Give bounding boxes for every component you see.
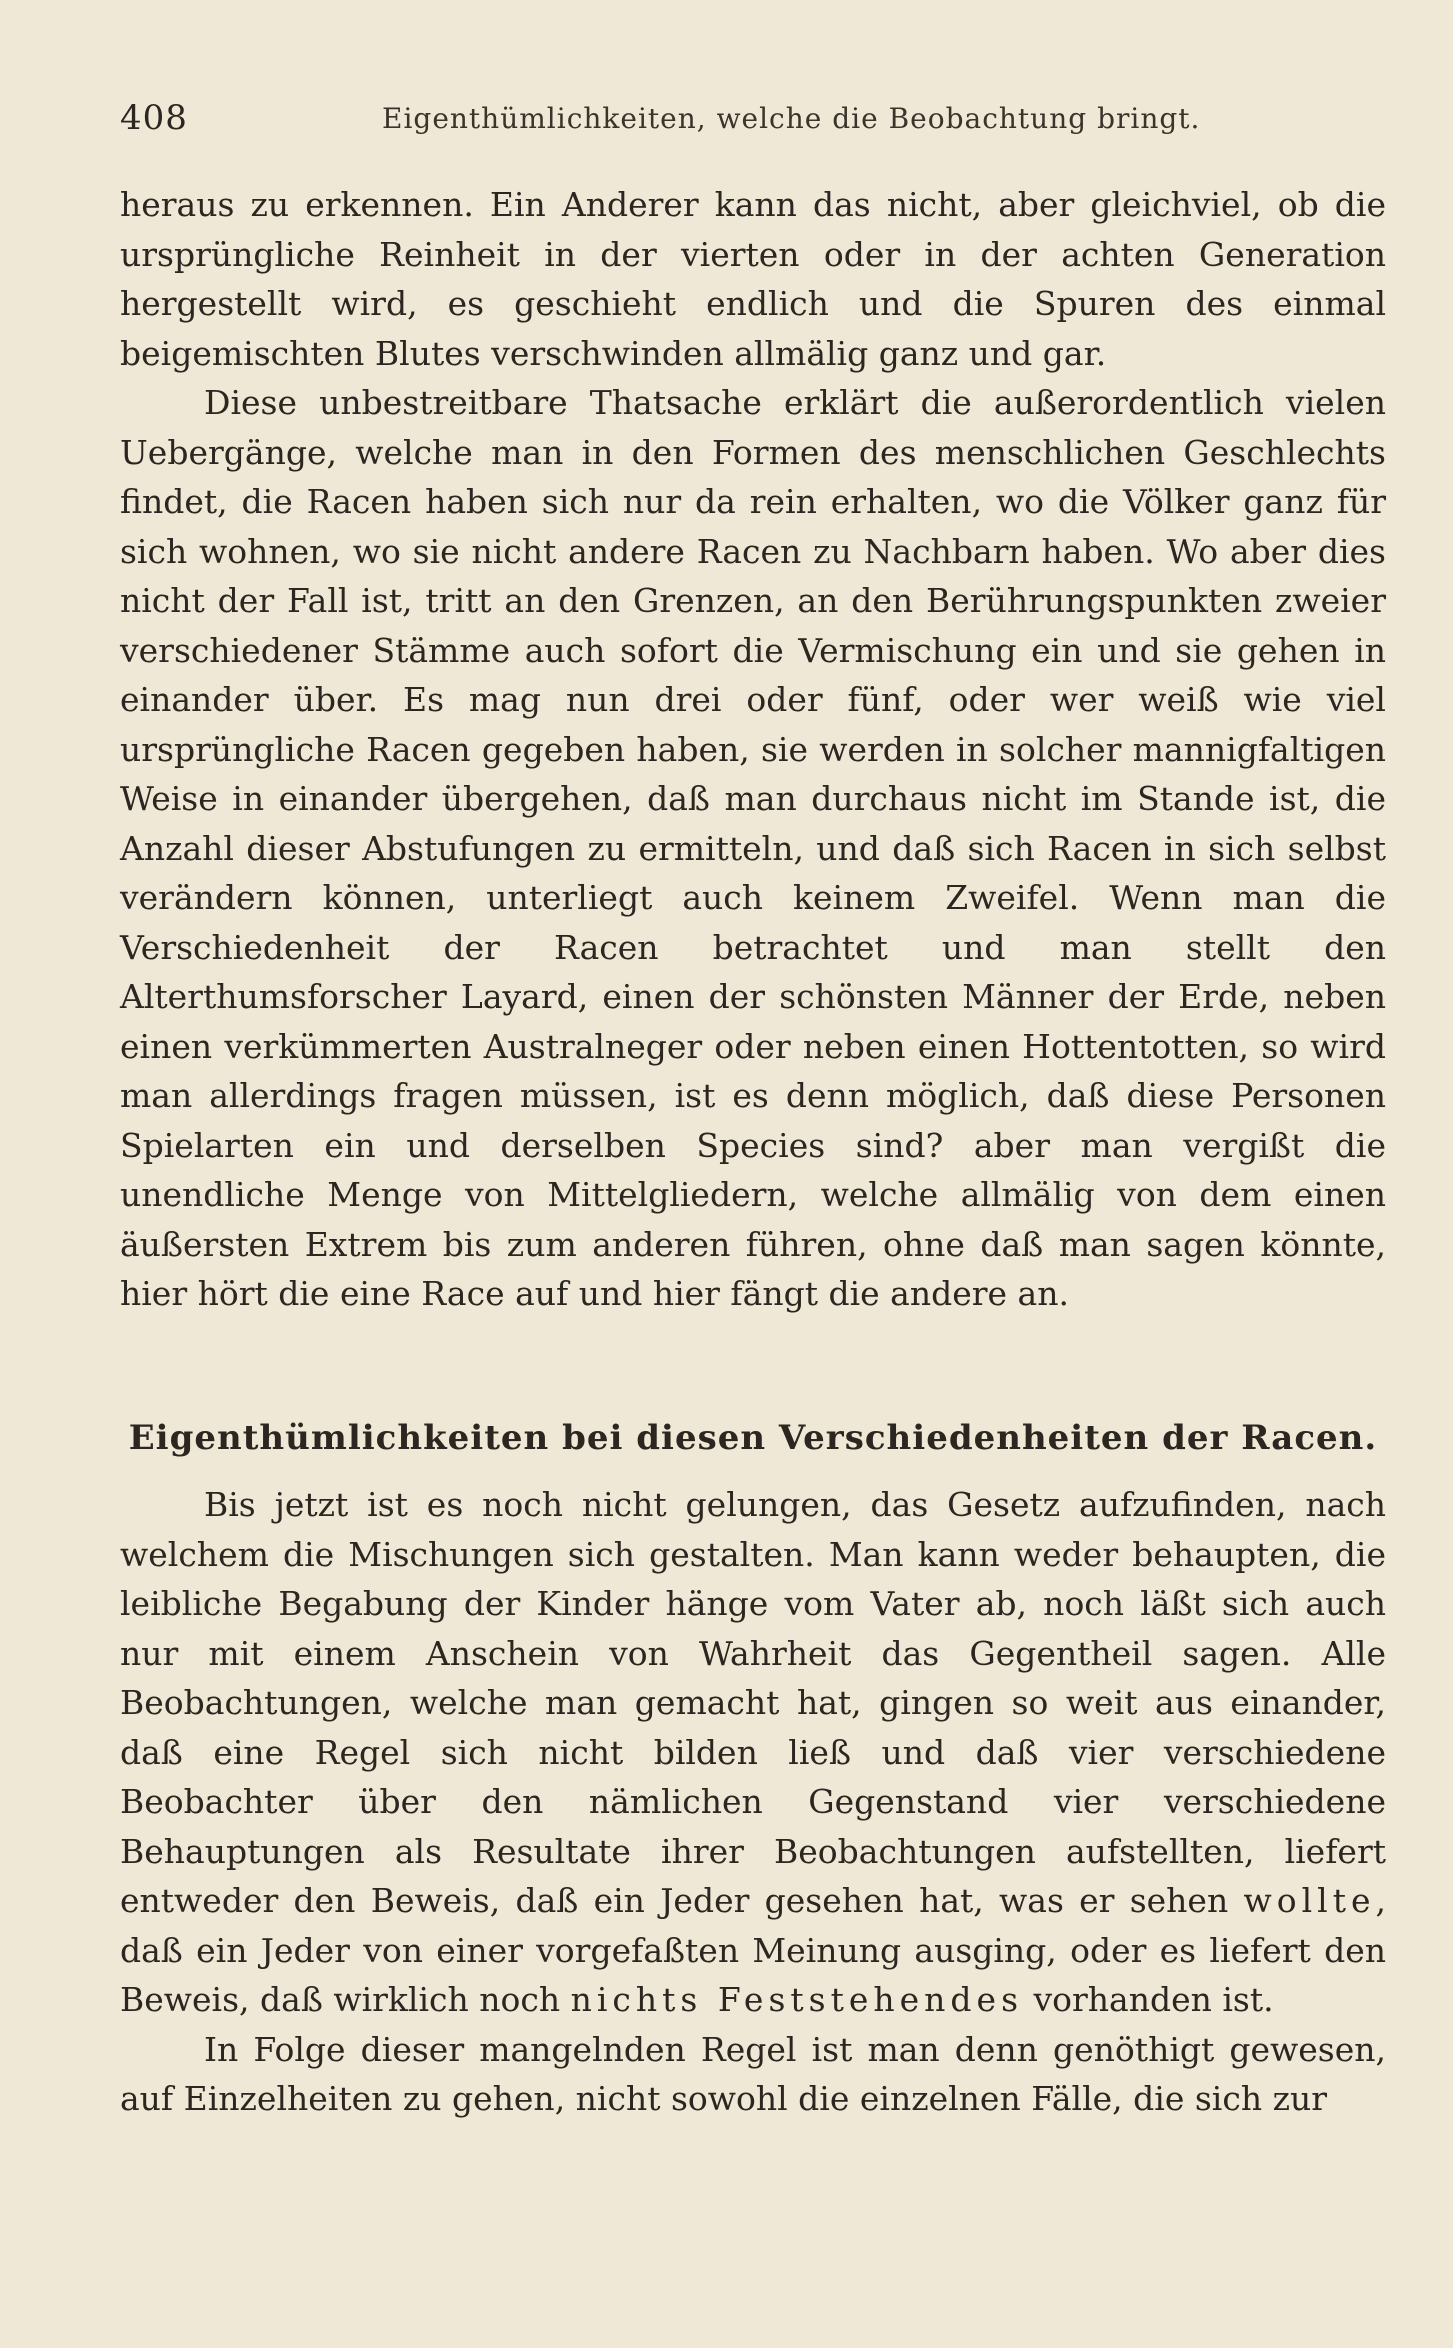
paragraph-mixing-law xyxy=(120,1480,1386,2025)
page-header xyxy=(120,98,1375,148)
paragraph-continued: heraus zu erkennen. Ein Anderer kann das nicht, aber gleichviel, ob die ursprüngliche Reinheit in der vierten oder in der achten Generation hergestellt wird, es geschieht endlich und die Spuren des einmal beigemischten Blutes verschwinden allmälig ganz und gar. xyxy=(120,185,1386,373)
paragraph-lacking-rule: In Folge dieser mangelnden Regel ist man denn genöthigt gewesen, auf Einzelheiten zu gehen, nicht sowohl die einzelnen Fälle, die sich zur xyxy=(120,2029,1386,2118)
text-run: vorhanden ist. xyxy=(1023,1980,1274,2019)
body-text-section-one xyxy=(120,180,1386,1319)
body-text-section-two xyxy=(120,1480,1386,2124)
running-title: Eigenthümlichkeiten, welche die Beobachtung bringt. xyxy=(382,102,1201,135)
emphasized-text: wollte xyxy=(1243,1881,1376,1920)
paragraph-races-transitions: Diese unbestreitbare Thatsache erklärt die außerordentlich vielen Uebergänge, welche man in den Formen des menschlichen Geschlechts findet, die Racen haben sich nur da rein erhalten, wo die Völker ganz für sich wohnen, wo sie nicht andere Racen zu Nachbarn haben. Wo aber dies nicht der Fall ist, tritt an den Grenzen, an den Berührungspunkten zweier verschiedener Stämme auch sofort die Vermischung ein und sie gehen in einander über. Es mag nun drei oder fünf, oder wer weiß wie viel ursprüngliche Racen gegeben haben, sie werden in solcher mannigfaltigen Weise in einander übergehen, daß man durchaus nicht im Stande ist, die Anzahl dieser Abstufungen zu ermitteln, und daß sich Racen in sich selbst verändern können, unterliegt auch keinem Zweifel. Wenn man die Verschiedenheit der Racen betrachtet und man stellt den Alterthumsforscher Layard, einen der schönsten Männer der Erde, neben einen verkümmerten Australneger oder neben einen Hottentotten, so wird man allerdings fragen müssen, ist es denn möglich, daß diese Personen Spielarten ein und derselben Species sind? aber man vergißt die unendliche Menge von Mittelgliedern, welche allmälig von dem einen äußersten Extrem bis zum anderen führen, ohne daß man sagen könnte, hier hört die eine Race auf und hier fängt die andere an. xyxy=(120,383,1386,1313)
emphasized-text: nichts Feststehendes xyxy=(570,1980,1024,2019)
text-run: , daß ein Jeder von einer vorgefaßten Meinung ausging, oder es liefert den Beweis, daß wirklich noch xyxy=(120,1881,1386,2019)
text-run: Bis jetzt ist es noch nicht gelungen, das Gesetz aufzufinden, nach welchem die Mischungen sich gestalten. Man kann weder behaupten, die leibliche Begabung der Kinder hänge vom Vater ab, noch läßt sich auch nur mit einem Anschein von Wahrheit das Gegentheil sagen. Alle Beobachtungen, welche man gemacht hat, gingen so weit aus einander, daß eine Regel sich nicht bilden ließ und daß vier verschiedene Beobachter über den nämlichen Gegenstand vier verschiedene Behauptungen als Resultate ihrer Beobachtungen aufstellten, liefert entweder den Beweis, daß ein Jeder gesehen hat, was er sehen xyxy=(120,1485,1386,1920)
section-heading: Eigenthümlichkeiten bei diesen Verschiedenheiten der Racen. xyxy=(128,1418,1378,1458)
page-number: 408 xyxy=(120,98,188,138)
